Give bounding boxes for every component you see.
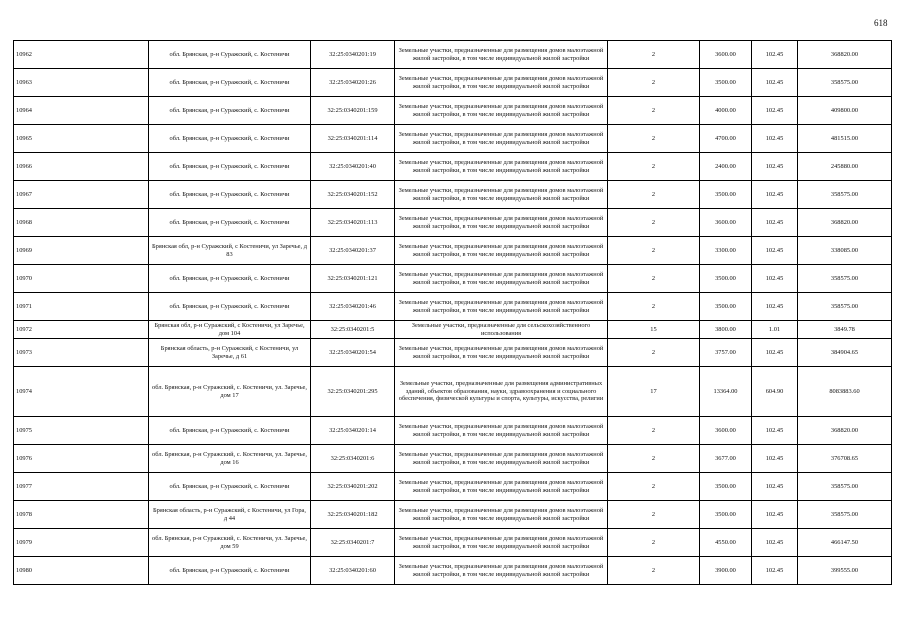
use-code-cell: 2 [608, 41, 700, 69]
table-row [14, 367, 892, 417]
cadastral-number-cell: 32:25:0340201:37 [311, 237, 395, 265]
record-number-cell: 10964 [14, 97, 149, 125]
table-row [14, 237, 892, 265]
table-row [14, 293, 892, 321]
cadastral-value-cell: 384904.65 [798, 339, 892, 367]
cadastral-number-cell: 32:25:0340201:202 [311, 473, 395, 501]
cadastral-number-cell: 32:25:0340201:182 [311, 501, 395, 529]
area-cell: 3757.00 [700, 339, 752, 367]
cadastral-value-cell: 358575.00 [798, 69, 892, 97]
cadastral-value-cell: 368820.00 [798, 417, 892, 445]
rate-cell: 102.45 [752, 181, 798, 209]
cadastral-value-cell: 409800.00 [798, 97, 892, 125]
rate-cell: 102.45 [752, 339, 798, 367]
rate-cell: 102.45 [752, 41, 798, 69]
cadastral-value-cell: 368820.00 [798, 209, 892, 237]
address-cell: обл. Брянская, р-н Суражский, с. Костеничи [149, 181, 311, 209]
area-cell: 13364.00 [700, 367, 752, 417]
land-use-cell: Земельные участки, предназначенные для размещения домов малоэтажной жилой застройки, в том числе индивидуальной жилой застройки [395, 69, 608, 97]
record-number-cell: 10967 [14, 181, 149, 209]
use-code-cell: 2 [608, 501, 700, 529]
address-cell: обл. Брянская, р-н Суражский, с. Костеничи [149, 293, 311, 321]
cadastral-number-cell: 32:25:0340201:19 [311, 41, 395, 69]
table-row [14, 339, 892, 367]
record-number-cell: 10975 [14, 417, 149, 445]
record-number-cell: 10976 [14, 445, 149, 473]
area-cell: 3500.00 [700, 181, 752, 209]
table-row [14, 265, 892, 293]
use-code-cell: 2 [608, 181, 700, 209]
rate-cell: 102.45 [752, 529, 798, 557]
land-use-cell: Земельные участки, предназначенные для сельскохозяйственного использования [395, 321, 608, 339]
use-code-cell: 2 [608, 339, 700, 367]
address-cell: Брянская обл, р-н Суражский, с Костеничи, ул Заречье, д 83 [149, 237, 311, 265]
land-use-cell: Земельные участки, предназначенные для размещения домов малоэтажной жилой застройки, в том числе индивидуальной жилой застройки [395, 339, 608, 367]
land-use-cell: Земельные участки, предназначенные для размещения домов малоэтажной жилой застройки, в том числе индивидуальной жилой застройки [395, 501, 608, 529]
cadastral-number-cell: 32:25:0340201:114 [311, 125, 395, 153]
cadastral-value-cell: 358575.00 [798, 181, 892, 209]
cadastral-number-cell: 32:25:0340201:60 [311, 557, 395, 585]
table-row [14, 181, 892, 209]
area-cell: 3600.00 [700, 417, 752, 445]
rate-cell: 102.45 [752, 69, 798, 97]
record-number-cell: 10972 [14, 321, 149, 339]
use-code-cell: 2 [608, 557, 700, 585]
address-cell: обл. Брянская, р-н Суражский, с. Костеничи [149, 417, 311, 445]
area-cell: 3677.00 [700, 445, 752, 473]
cadastral-number-cell: 32:25:0340201:152 [311, 181, 395, 209]
cadastral-number-cell: 32:25:0340201:40 [311, 153, 395, 181]
address-cell: обл. Брянская, р-н Суражский, с. Костеничи [149, 41, 311, 69]
table-row [14, 321, 892, 339]
cadastral-value-cell: 399555.00 [798, 557, 892, 585]
land-use-cell: Земельные участки, предназначенные для размещения домов малоэтажной жилой застройки, в том числе индивидуальной жилой застройки [395, 209, 608, 237]
record-number-cell: 10973 [14, 339, 149, 367]
area-cell: 3500.00 [700, 501, 752, 529]
cadastral-value-cell: 358575.00 [798, 265, 892, 293]
cadastral-number-cell: 32:25:0340201:7 [311, 529, 395, 557]
land-use-cell: Земельные участки, предназначенные для размещения домов малоэтажной жилой застройки, в том числе индивидуальной жилой застройки [395, 181, 608, 209]
area-cell: 3600.00 [700, 209, 752, 237]
area-cell: 4000.00 [700, 97, 752, 125]
area-cell: 3800.00 [700, 321, 752, 339]
land-use-cell: Земельные участки, предназначенные для размещения домов малоэтажной жилой застройки, в том числе индивидуальной жилой застройки [395, 445, 608, 473]
page-number: 618 [874, 18, 888, 28]
record-number-cell: 10979 [14, 529, 149, 557]
address-cell: обл. Брянская, р-н Суражский, с. Костеничи, ул. Заречье, дом 59 [149, 529, 311, 557]
rate-cell: 102.45 [752, 417, 798, 445]
area-cell: 3500.00 [700, 265, 752, 293]
land-use-cell: Земельные участки, предназначенные для размещения домов малоэтажной жилой застройки, в том числе индивидуальной жилой застройки [395, 41, 608, 69]
cadastral-value-cell: 481515.00 [798, 125, 892, 153]
rate-cell: 102.45 [752, 473, 798, 501]
table-row [14, 473, 892, 501]
rate-cell: 102.45 [752, 557, 798, 585]
table-row [14, 209, 892, 237]
record-number-cell: 10970 [14, 265, 149, 293]
record-number-cell: 10968 [14, 209, 149, 237]
area-cell: 3900.00 [700, 557, 752, 585]
land-use-cell: Земельные участки, предназначенные для размещения домов малоэтажной жилой застройки, в том числе индивидуальной жилой застройки [395, 125, 608, 153]
cadastral-value-cell: 338085.00 [798, 237, 892, 265]
cadastral-number-cell: 32:25:0340201:295 [311, 367, 395, 417]
land-use-cell: Земельные участки, предназначенные для размещения домов малоэтажной жилой застройки, в том числе индивидуальной жилой застройки [395, 529, 608, 557]
table-row [14, 417, 892, 445]
rate-cell: 102.45 [752, 125, 798, 153]
record-number-cell: 10978 [14, 501, 149, 529]
record-number-cell: 10974 [14, 367, 149, 417]
area-cell: 4550.00 [700, 529, 752, 557]
rate-cell: 1.01 [752, 321, 798, 339]
rate-cell: 102.45 [752, 265, 798, 293]
address-cell: обл. Брянская, р-н Суражский, с. Костеничи [149, 265, 311, 293]
cadastral-number-cell: 32:25:0340201:159 [311, 97, 395, 125]
address-cell: Брянская область, р-н Суражский, с Костеничи, ул Заречье, д 61 [149, 339, 311, 367]
area-cell: 3500.00 [700, 473, 752, 501]
address-cell: обл. Брянская, р-н Суражский, с. Костеничи [149, 153, 311, 181]
table-row [14, 125, 892, 153]
record-number-cell: 10965 [14, 125, 149, 153]
address-cell: обл. Брянская, р-н Суражский, с. Костеничи [149, 209, 311, 237]
area-cell: 3300.00 [700, 237, 752, 265]
cadastral-number-cell: 32:25:0340201:121 [311, 265, 395, 293]
area-cell: 3600.00 [700, 41, 752, 69]
table-row [14, 97, 892, 125]
rate-cell: 102.45 [752, 445, 798, 473]
use-code-cell: 2 [608, 293, 700, 321]
address-cell: Брянская область, р-н Суражский, с Костеничи, ул Гора, д 44 [149, 501, 311, 529]
use-code-cell: 2 [608, 209, 700, 237]
land-use-cell: Земельные участки, предназначенные для размещения домов малоэтажной жилой застройки, в том числе индивидуальной жилой застройки [395, 417, 608, 445]
rate-cell: 102.45 [752, 209, 798, 237]
use-code-cell: 2 [608, 237, 700, 265]
area-cell: 4700.00 [700, 125, 752, 153]
use-code-cell: 2 [608, 153, 700, 181]
cadastral-value-cell: 8083883.60 [798, 367, 892, 417]
cadastral-value-cell: 3849.78 [798, 321, 892, 339]
cadastral-value-cell: 466147.50 [798, 529, 892, 557]
rate-cell: 102.45 [752, 237, 798, 265]
cadastral-number-cell: 32:25:0340201:26 [311, 69, 395, 97]
address-cell: обл. Брянская, р-н Суражский, с. Костеничи [149, 557, 311, 585]
table-body [14, 41, 892, 585]
table-row [14, 153, 892, 181]
record-number-cell: 10969 [14, 237, 149, 265]
cadastral-value-cell: 358575.00 [798, 501, 892, 529]
table-row [14, 529, 892, 557]
cadastral-number-cell: 32:25:0340201:54 [311, 339, 395, 367]
table-row [14, 41, 892, 69]
land-use-cell: Земельные участки, предназначенные для размещения домов малоэтажной жилой застройки, в том числе индивидуальной жилой застройки [395, 473, 608, 501]
area-cell: 3500.00 [700, 69, 752, 97]
use-code-cell: 2 [608, 69, 700, 97]
use-code-cell: 2 [608, 417, 700, 445]
use-code-cell: 2 [608, 125, 700, 153]
land-use-cell: Земельные участки, предназначенные для размещения домов малоэтажной жилой застройки, в том числе индивидуальной жилой застройки [395, 557, 608, 585]
address-cell: обл. Брянская, р-н Суражский, с. Костеничи, ул. Заречье, дом 16 [149, 445, 311, 473]
table-row [14, 557, 892, 585]
address-cell: обл. Брянская, р-н Суражский, с. Костеничи [149, 473, 311, 501]
area-cell: 3500.00 [700, 293, 752, 321]
use-code-cell: 2 [608, 445, 700, 473]
table-row [14, 501, 892, 529]
rate-cell: 604.90 [752, 367, 798, 417]
record-number-cell: 10963 [14, 69, 149, 97]
cadastral-number-cell: 32:25:0340201:5 [311, 321, 395, 339]
land-use-cell: Земельные участки, предназначенные для размещения домов малоэтажной жилой застройки, в том числе индивидуальной жилой застройки [395, 293, 608, 321]
record-number-cell: 10977 [14, 473, 149, 501]
rate-cell: 102.45 [752, 97, 798, 125]
use-code-cell: 15 [608, 321, 700, 339]
record-number-cell: 10966 [14, 153, 149, 181]
address-cell: обл. Брянская, р-н Суражский, с. Костеничи [149, 125, 311, 153]
table-row [14, 69, 892, 97]
cadastral-number-cell: 32:25:0340201:14 [311, 417, 395, 445]
record-number-cell: 10980 [14, 557, 149, 585]
cadastral-number-cell: 32:25:0340201:113 [311, 209, 395, 237]
cadastral-value-cell: 358575.00 [798, 473, 892, 501]
land-use-cell: Земельные участки, предназначенные для размещения административных зданий, объектов образования, науки, здравоохранения и социального обеспечения, физической культуры и спорта, культуры, искусства, религии [395, 367, 608, 417]
cadastral-value-cell: 358575.00 [798, 293, 892, 321]
address-cell: обл. Брянская, р-н Суражский, с. Костеничи [149, 97, 311, 125]
land-use-cell: Земельные участки, предназначенные для размещения домов малоэтажной жилой застройки, в том числе индивидуальной жилой застройки [395, 265, 608, 293]
cadastral-value-cell: 376708.65 [798, 445, 892, 473]
rate-cell: 102.45 [752, 293, 798, 321]
address-cell: обл. Брянская, р-н Суражский, с. Костеничи, ул. Заречье, дом 17 [149, 367, 311, 417]
record-number-cell: 10962 [14, 41, 149, 69]
land-registry-table [13, 40, 892, 585]
use-code-cell: 17 [608, 367, 700, 417]
cadastral-value-cell: 368820.00 [798, 41, 892, 69]
use-code-cell: 2 [608, 265, 700, 293]
use-code-cell: 2 [608, 473, 700, 501]
record-number-cell: 10971 [14, 293, 149, 321]
land-use-cell: Земельные участки, предназначенные для размещения домов малоэтажной жилой застройки, в том числе индивидуальной жилой застройки [395, 153, 608, 181]
area-cell: 2400.00 [700, 153, 752, 181]
use-code-cell: 2 [608, 97, 700, 125]
address-cell: Брянская обл, р-н Суражский, с Костеничи, ул Заречье, дом 104 [149, 321, 311, 339]
rate-cell: 102.45 [752, 501, 798, 529]
land-use-cell: Земельные участки, предназначенные для размещения домов малоэтажной жилой застройки, в том числе индивидуальной жилой застройки [395, 97, 608, 125]
cadastral-value-cell: 245880.00 [798, 153, 892, 181]
land-use-cell: Земельные участки, предназначенные для размещения домов малоэтажной жилой застройки, в том числе индивидуальной жилой застройки [395, 237, 608, 265]
rate-cell: 102.45 [752, 153, 798, 181]
use-code-cell: 2 [608, 529, 700, 557]
address-cell: обл. Брянская, р-н Суражский, с. Костеничи [149, 69, 311, 97]
cadastral-number-cell: 32:25:0340201:6 [311, 445, 395, 473]
cadastral-number-cell: 32:25:0340201:46 [311, 293, 395, 321]
table-row [14, 445, 892, 473]
